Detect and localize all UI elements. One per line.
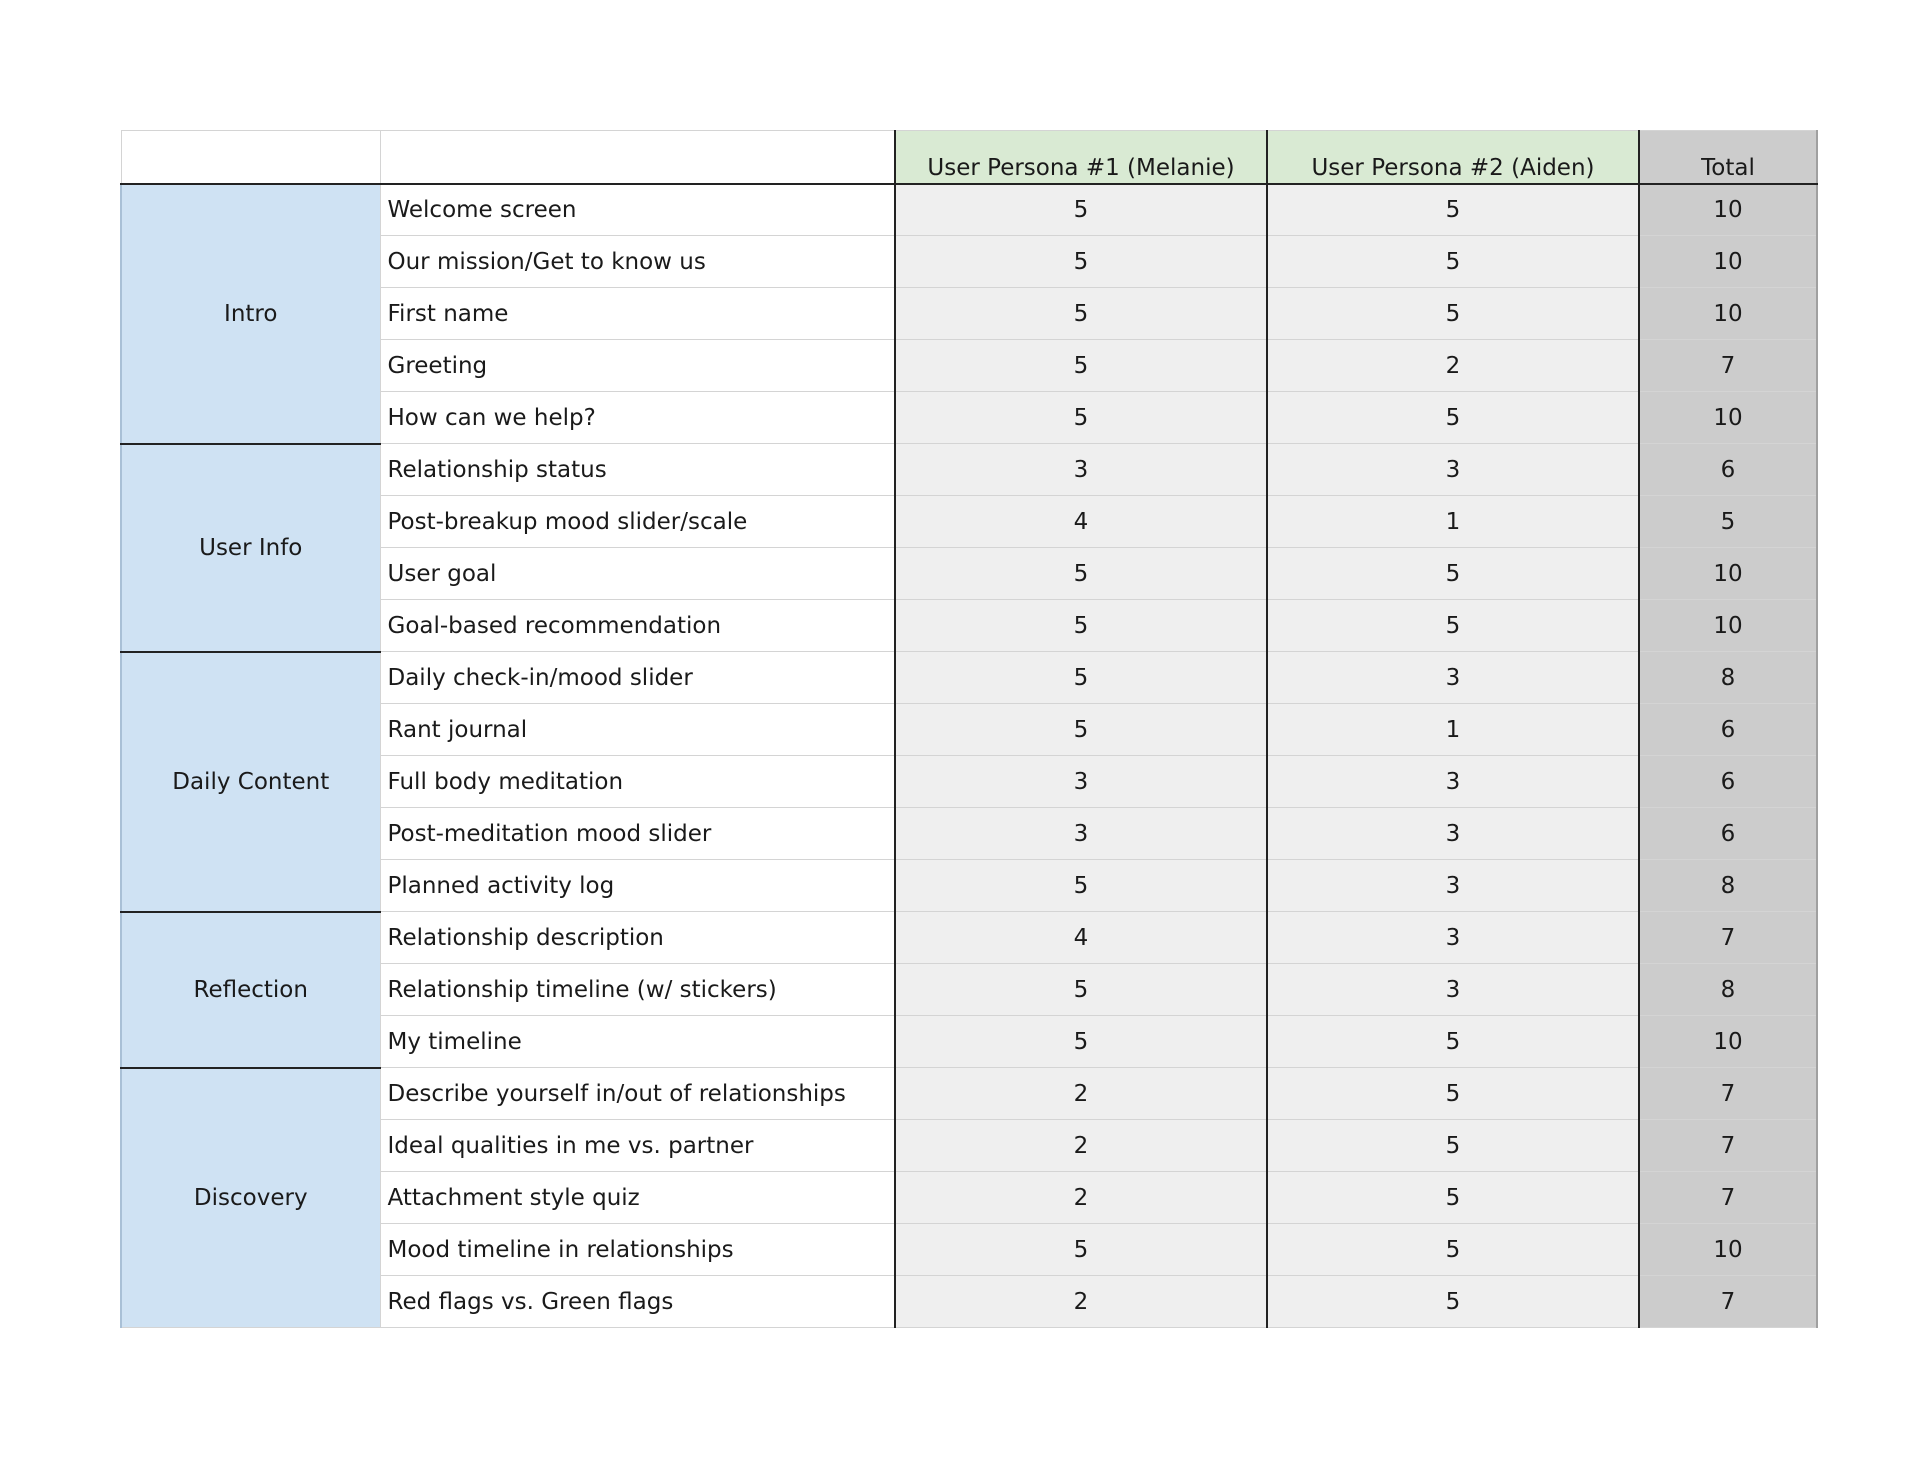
persona-2-score-cell: 5 [1267, 1172, 1639, 1224]
feature-cell: Greeting [380, 340, 895, 392]
category-cell: User Info [121, 444, 380, 652]
header-blank-category [121, 131, 380, 184]
persona-1-score-cell: 3 [895, 756, 1267, 808]
persona-2-score-cell: 5 [1267, 1224, 1639, 1276]
feature-cell: Relationship description [380, 912, 895, 964]
total-score-cell: 6 [1639, 444, 1817, 496]
persona-2-score-cell: 3 [1267, 652, 1639, 704]
header-persona-2: User Persona #2 (Aiden) [1267, 131, 1639, 184]
feature-scoring-table [120, 130, 1818, 1328]
total-score-cell: 6 [1639, 808, 1817, 860]
persona-2-score-cell: 5 [1267, 184, 1639, 236]
persona-2-score-cell: 2 [1267, 340, 1639, 392]
feature-cell: Relationship status [380, 444, 895, 496]
feature-cell: Goal-based recommendation [380, 600, 895, 652]
feature-cell: Post-breakup mood slider/scale [380, 496, 895, 548]
total-score-cell: 6 [1639, 704, 1817, 756]
persona-2-score-cell: 5 [1267, 1120, 1639, 1172]
persona-2-score-cell: 3 [1267, 964, 1639, 1016]
persona-1-score-cell: 5 [895, 964, 1267, 1016]
persona-2-score-cell: 5 [1267, 1068, 1639, 1120]
persona-1-score-cell: 3 [895, 808, 1267, 860]
feature-cell: Attachment style quiz [380, 1172, 895, 1224]
table-row [121, 652, 1817, 704]
header-row [121, 131, 1817, 184]
total-score-cell: 7 [1639, 1276, 1817, 1328]
feature-cell: Planned activity log [380, 860, 895, 912]
feature-cell: First name [380, 288, 895, 340]
persona-2-score-cell: 5 [1267, 1276, 1639, 1328]
table-row [121, 444, 1817, 496]
persona-1-score-cell: 5 [895, 184, 1267, 236]
persona-2-score-cell: 5 [1267, 236, 1639, 288]
table-row [121, 912, 1817, 964]
persona-2-score-cell: 1 [1267, 496, 1639, 548]
total-score-cell: 10 [1639, 600, 1817, 652]
feature-cell: Rant journal [380, 704, 895, 756]
persona-2-score-cell: 3 [1267, 912, 1639, 964]
total-score-cell: 7 [1639, 912, 1817, 964]
total-score-cell: 8 [1639, 964, 1817, 1016]
persona-1-score-cell: 5 [895, 652, 1267, 704]
persona-1-score-cell: 5 [895, 340, 1267, 392]
total-score-cell: 5 [1639, 496, 1817, 548]
persona-2-score-cell: 3 [1267, 860, 1639, 912]
persona-1-score-cell: 2 [895, 1172, 1267, 1224]
persona-1-score-cell: 3 [895, 444, 1267, 496]
feature-cell: Describe yourself in/out of relationships [380, 1068, 895, 1120]
category-cell: Intro [121, 184, 380, 444]
total-score-cell: 7 [1639, 1172, 1817, 1224]
table-row [121, 1068, 1817, 1120]
persona-1-score-cell: 5 [895, 860, 1267, 912]
persona-2-score-cell: 3 [1267, 808, 1639, 860]
feature-cell: Full body meditation [380, 756, 895, 808]
feature-cell: My timeline [380, 1016, 895, 1068]
persona-2-score-cell: 5 [1267, 392, 1639, 444]
total-score-cell: 8 [1639, 860, 1817, 912]
persona-1-score-cell: 5 [895, 1016, 1267, 1068]
total-score-cell: 10 [1639, 548, 1817, 600]
persona-1-score-cell: 4 [895, 496, 1267, 548]
feature-cell: How can we help? [380, 392, 895, 444]
total-score-cell: 10 [1639, 288, 1817, 340]
category-cell: Discovery [121, 1068, 380, 1328]
total-score-cell: 10 [1639, 1016, 1817, 1068]
table-body [121, 184, 1817, 1328]
persona-2-score-cell: 1 [1267, 704, 1639, 756]
category-cell: Reflection [121, 912, 380, 1068]
persona-1-score-cell: 5 [895, 392, 1267, 444]
feature-cell: Welcome screen [380, 184, 895, 236]
feature-cell: Ideal qualities in me vs. partner [380, 1120, 895, 1172]
feature-cell: User goal [380, 548, 895, 600]
header-persona-1: User Persona #1 (Melanie) [895, 131, 1267, 184]
persona-2-score-cell: 5 [1267, 548, 1639, 600]
total-score-cell: 8 [1639, 652, 1817, 704]
persona-2-score-cell: 3 [1267, 756, 1639, 808]
feature-cell: Red flags vs. Green flags [380, 1276, 895, 1328]
persona-1-score-cell: 5 [895, 704, 1267, 756]
persona-1-score-cell: 2 [895, 1120, 1267, 1172]
header-total: Total [1639, 131, 1817, 184]
persona-1-score-cell: 4 [895, 912, 1267, 964]
table-row [121, 184, 1817, 236]
persona-1-score-cell: 2 [895, 1068, 1267, 1120]
total-score-cell: 10 [1639, 392, 1817, 444]
feature-cell: Our mission/Get to know us [380, 236, 895, 288]
total-score-cell: 10 [1639, 1224, 1817, 1276]
persona-2-score-cell: 5 [1267, 1016, 1639, 1068]
total-score-cell: 10 [1639, 236, 1817, 288]
category-cell: Daily Content [121, 652, 380, 912]
persona-1-score-cell: 2 [895, 1276, 1267, 1328]
persona-1-score-cell: 5 [895, 600, 1267, 652]
persona-1-score-cell: 5 [895, 236, 1267, 288]
feature-cell: Mood timeline in relationships [380, 1224, 895, 1276]
total-score-cell: 7 [1639, 1068, 1817, 1120]
persona-2-score-cell: 5 [1267, 288, 1639, 340]
total-score-cell: 7 [1639, 340, 1817, 392]
persona-1-score-cell: 5 [895, 548, 1267, 600]
persona-1-score-cell: 5 [895, 288, 1267, 340]
feature-cell: Relationship timeline (w/ stickers) [380, 964, 895, 1016]
persona-2-score-cell: 5 [1267, 600, 1639, 652]
feature-cell: Daily check-in/mood slider [380, 652, 895, 704]
header-blank-feature [380, 131, 895, 184]
feature-cell: Post-meditation mood slider [380, 808, 895, 860]
total-score-cell: 6 [1639, 756, 1817, 808]
persona-2-score-cell: 3 [1267, 444, 1639, 496]
total-score-cell: 7 [1639, 1120, 1817, 1172]
total-score-cell: 10 [1639, 184, 1817, 236]
persona-1-score-cell: 5 [895, 1224, 1267, 1276]
